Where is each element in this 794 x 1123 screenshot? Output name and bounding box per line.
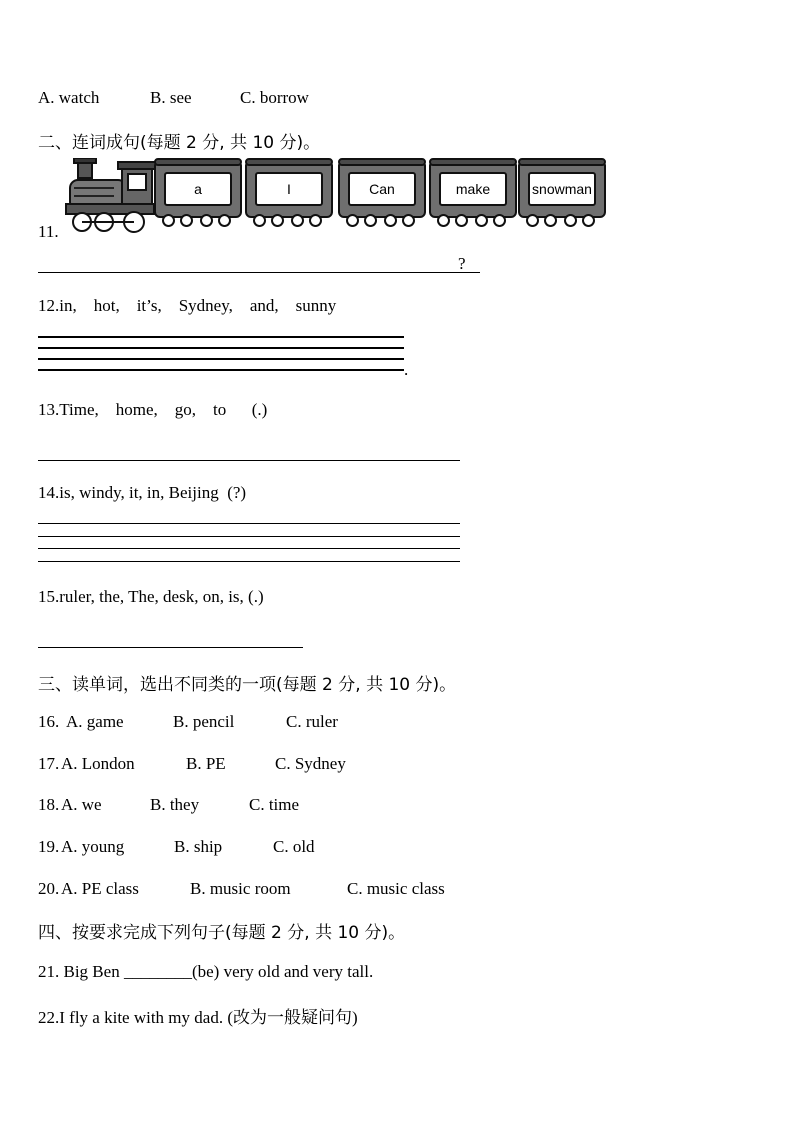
train-car-3 <box>338 160 426 218</box>
q12-end-punct: . <box>404 360 409 379</box>
word-card: make <box>439 172 507 206</box>
section2-title: 二、连词成句(每题 2 分, 共 10 分)。 <box>38 133 321 153</box>
q18-option-b: B. they <box>150 795 200 814</box>
q17-option-c: C. Sydney <box>275 754 346 773</box>
section4-title: 四、按要求完成下列句子(每题 2 分, 共 10 分)。 <box>38 923 406 943</box>
q19-option-a: A. young <box>61 837 125 856</box>
q11-number: 11. <box>38 222 59 241</box>
train-car-4 <box>429 160 517 218</box>
answer-line <box>38 460 460 461</box>
word-card: snowman <box>528 172 596 206</box>
q20-option-a: A. PE class <box>61 879 139 898</box>
word-card: Can <box>348 172 416 206</box>
train-car-5 <box>518 160 606 218</box>
answer-line <box>38 523 460 524</box>
q18-option-a: A. we <box>61 795 102 814</box>
q21-text: 21. Big Ben ________(be) very old and very tall. <box>38 962 374 981</box>
answer-line <box>38 548 460 549</box>
section3-title: 三、读单词，选出不同类的一项(每题 2 分, 共 10 分)。 <box>38 675 457 695</box>
answer-line <box>38 561 460 562</box>
q16-number: 16. <box>38 712 64 731</box>
q17-number: 17. <box>38 754 60 773</box>
answer-line <box>38 347 404 349</box>
q18-option-c: C. time <box>249 795 300 814</box>
q13-prompt: 13.Time, home, go, to (.) <box>38 400 268 419</box>
word-card: a <box>164 172 232 206</box>
locomotive-icon <box>64 158 158 234</box>
q20-option-b: B. music room <box>190 879 291 898</box>
q20-number: 20. <box>38 879 60 898</box>
answer-line <box>38 536 460 537</box>
q22-text: 22.I fly a kite with my dad. (改为一般疑问句) <box>38 1008 358 1027</box>
q12-prompt: 12.in, hot, it’s, Sydney, and, sunny <box>38 296 337 315</box>
answer-line <box>38 358 404 360</box>
q16-option-a: A. game <box>66 712 124 731</box>
q15-prompt: 15.ruler, the, The, desk, on, is, (.) <box>38 587 264 606</box>
q16-option-b: B. pencil <box>173 712 235 731</box>
q20-option-c: C. music class <box>347 879 445 898</box>
word-card: I <box>255 172 323 206</box>
train-car-1 <box>154 160 242 218</box>
q10-option-a: A. watch <box>38 88 100 107</box>
answer-line <box>38 336 404 338</box>
q10-option-c: C. borrow <box>240 88 309 107</box>
q16-option-c: C. ruler <box>286 712 338 731</box>
answer-line <box>38 647 303 648</box>
q19-option-c: C. old <box>273 837 315 856</box>
q11-end-punct: ? <box>458 254 466 273</box>
q14-prompt: 14.is, windy, it, in, Beijing (?) <box>38 483 247 502</box>
answer-line <box>38 369 404 371</box>
train-car-2 <box>245 160 333 218</box>
q17-option-a: A. London <box>61 754 135 773</box>
q10-option-b: B. see <box>150 88 192 107</box>
q17-option-b: B. PE <box>186 754 226 773</box>
q18-number: 18. <box>38 795 60 814</box>
answer-line <box>38 272 480 273</box>
q19-number: 19. <box>38 837 60 856</box>
q19-option-b: B. ship <box>174 837 223 856</box>
